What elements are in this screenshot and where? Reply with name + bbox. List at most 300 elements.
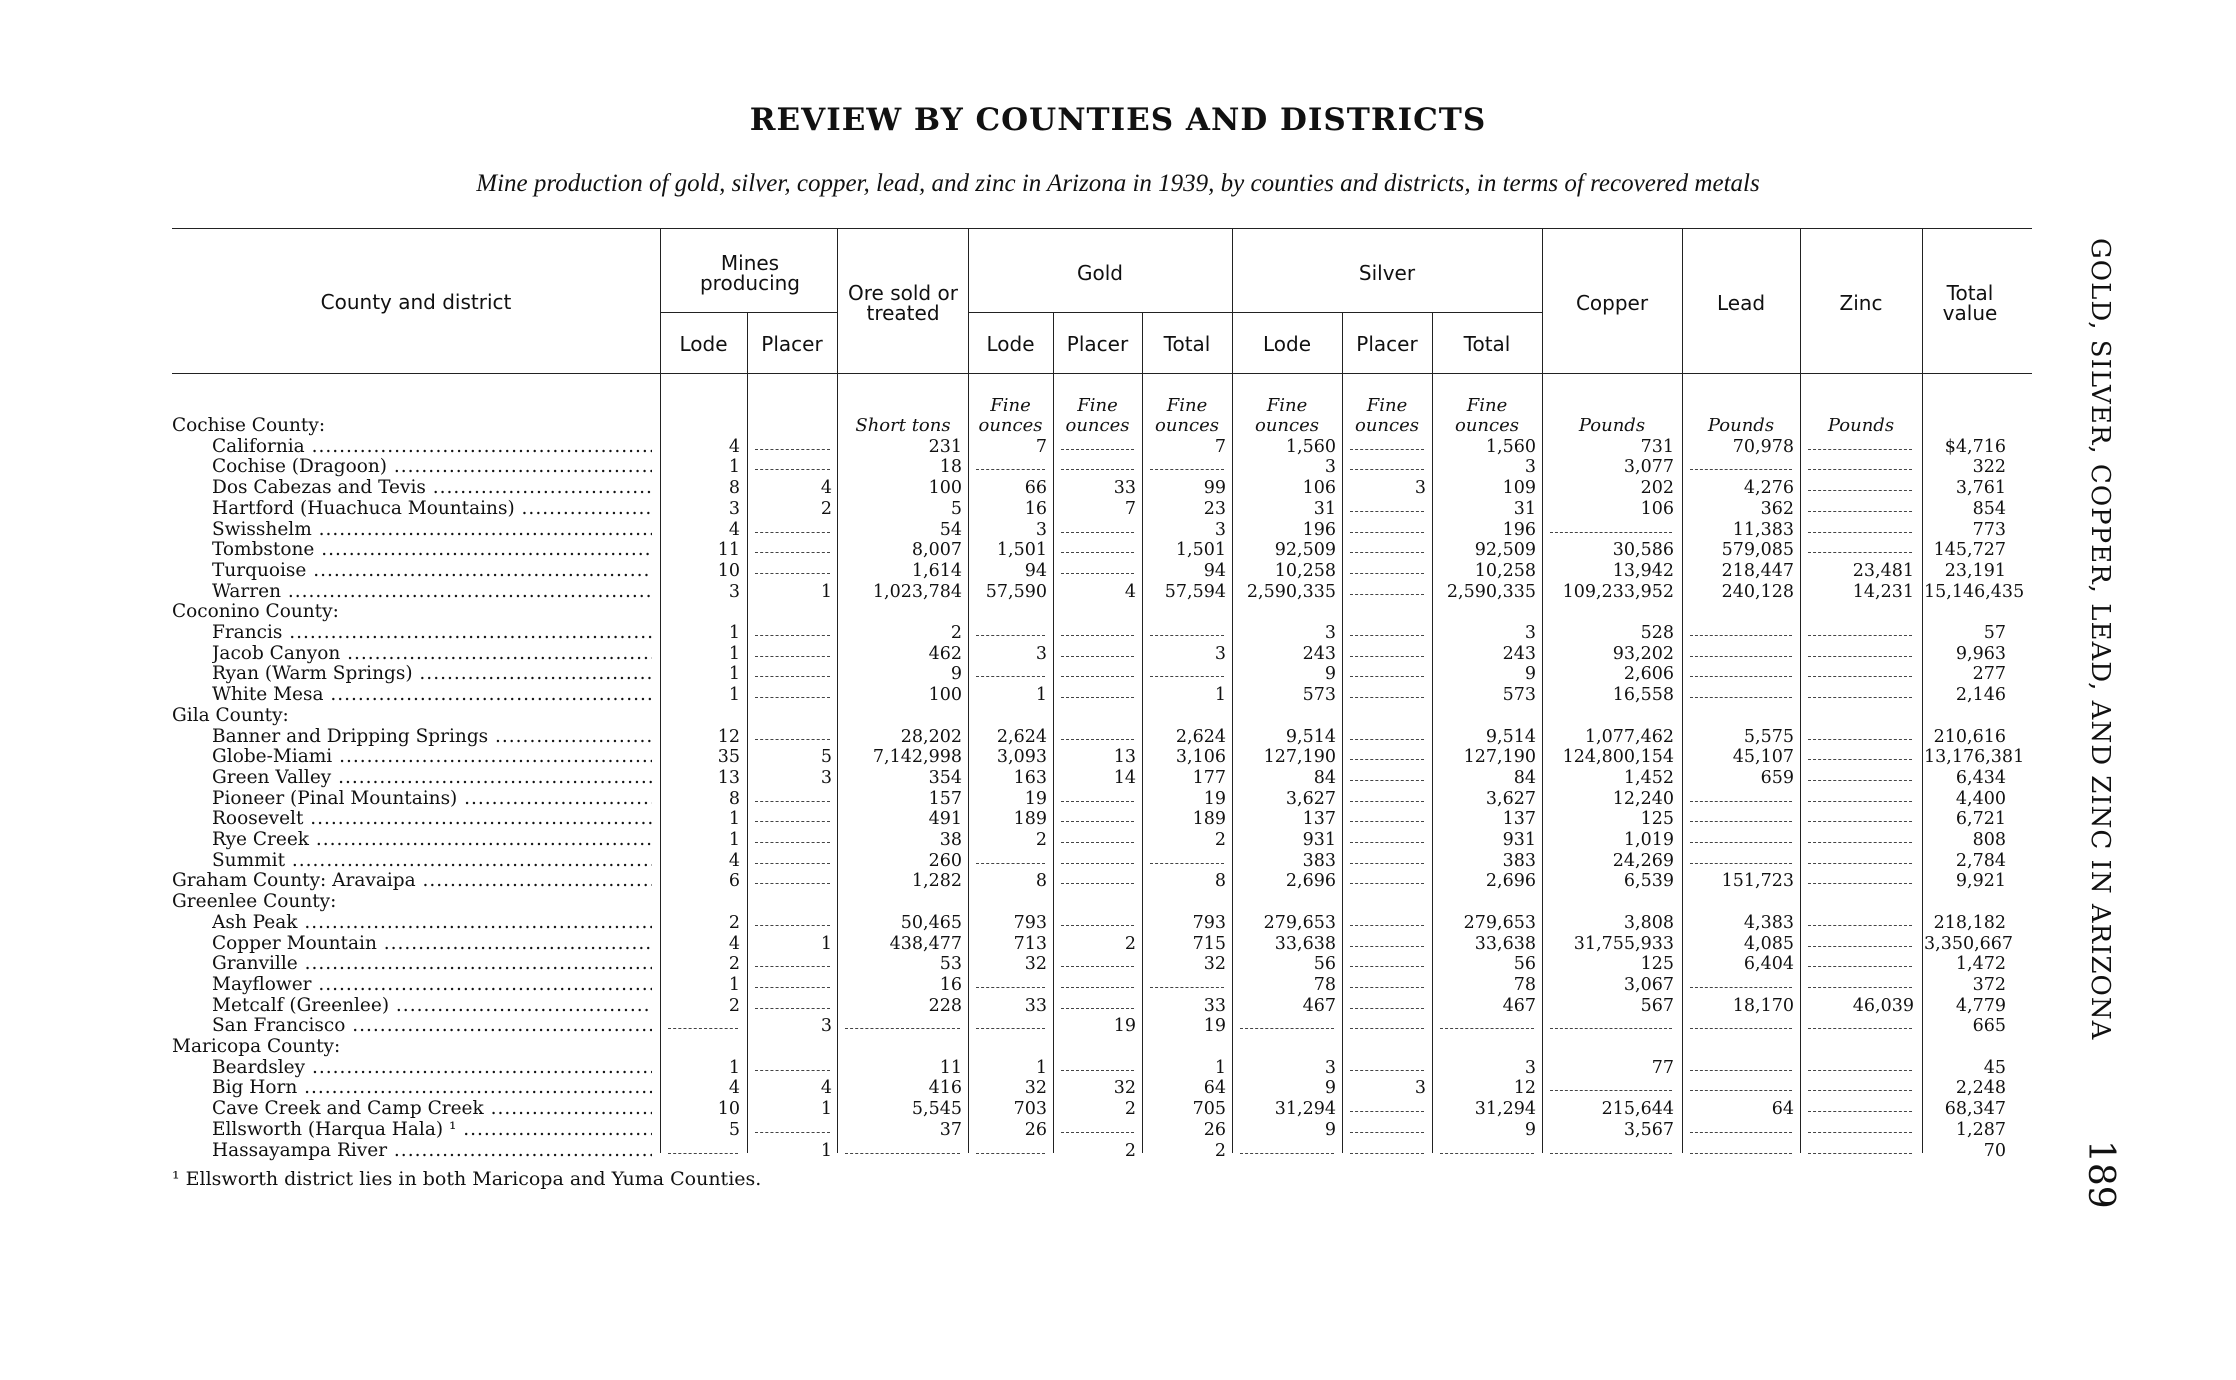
header-total-value: Total value [1942,281,1998,325]
empty-cell [1350,934,1424,947]
cell-ore-tons: 7,142,998 [872,747,962,768]
empty-cell [1550,1141,1672,1154]
cell-mines-lode: 1 [728,457,740,478]
empty-cell [976,975,1045,988]
empty-cell [1690,851,1792,864]
cell-silver-lode: 127,190 [1263,747,1336,768]
cell-mines-lode: 4 [728,519,740,540]
county-name: Gila County: [172,705,289,726]
cell-silver-total: 9 [1524,664,1536,685]
cell-total-value: 1,287 [1955,1119,2006,1140]
table-row [0,499,2236,520]
cell-gold-total: 1 [1214,685,1226,706]
table-row [0,851,2236,872]
empty-cell [1690,1141,1792,1154]
empty-cell [1808,540,1912,553]
unit-ounces: ounces [1355,415,1419,436]
cell-gold-total: 3,106 [1175,747,1226,768]
empty-cell [1350,499,1424,512]
district-name: Globe-Miami ..... [212,747,652,768]
cell-mines-placer: 1 [820,1140,832,1161]
cell-silver-total: 3 [1524,1057,1536,1078]
cell-silver-total: 9,514 [1485,726,1536,747]
cell-total-value: 2,146 [1955,685,2006,706]
cell-copper: 12,240 [1612,788,1674,809]
cell-total-value: 1,472 [1955,954,2006,975]
cell-total-value: 57 [1983,623,2006,643]
empty-cell [1808,851,1912,864]
unit-fine: Fine [990,395,1031,416]
district-name: Dos Cabezas and Tevis ..... [212,478,652,499]
empty-cell [1808,913,1912,926]
cell-mines-placer: 3 [820,1016,832,1037]
cell-silver-total: 137 [1502,809,1536,830]
cell-silver-lode: 196 [1302,519,1336,540]
cell-gold-lode: 2,624 [996,726,1047,747]
empty-cell [755,457,830,470]
cell-gold-total: 2 [1214,1140,1226,1161]
cell-mines-lode: 4 [728,850,740,871]
table-row [0,934,2236,955]
subheader-gold-lode: Lode [986,332,1035,356]
cell-copper: 124,800,154 [1562,747,1674,768]
cell-ore-tons: 1,614 [911,560,962,581]
district-name: Granville ..... [212,954,652,975]
table-row [0,644,2236,665]
district-name: Hartford (Huachuca Mountains) ..... [212,499,652,520]
cell-copper: 1,019 [1623,830,1674,850]
county-name: Greenlee County: [172,892,337,913]
cell-gold-total: 2 [1214,830,1226,850]
cell-silver-lode: 383 [1302,850,1336,871]
cell-total-value: 210,616 [1933,726,2006,747]
table-caption: Mine production of gold, silver, copper, lead, and zinc in Arizona in 1939, by counties and districts, in terms of recovered metals [476,170,1760,197]
empty-cell [1150,623,1224,636]
table-row [0,540,2236,561]
empty-cell [755,644,830,657]
unit-pounds: Pounds [1827,415,1895,436]
cell-gold-lode: 26 [1024,1119,1047,1140]
cell-gold-placer: 14 [1113,767,1136,788]
cell-ore-tons: 438,477 [889,933,962,954]
empty-cell [755,954,830,967]
district-name: Summit ..... [212,851,652,872]
cell-total-value: 9,963 [1955,643,2006,664]
empty-cell [1061,830,1134,843]
cell-ore-tons: 38 [939,830,962,850]
empty-cell [976,623,1045,636]
cell-gold-total: 1,501 [1175,540,1226,561]
county-heading-row [0,416,2236,437]
district-name: Metcalf (Greenlee) ..... [212,996,652,1017]
cell-mines-lode: 8 [728,478,740,499]
cell-copper: 567 [1640,995,1674,1016]
cell-silver-total: 31,294 [1474,1099,1536,1120]
empty-cell [755,561,830,574]
footnote: ¹ Ellsworth district lies in both Maricopa and Yuma Counties. [172,1168,762,1190]
cell-total-value: 70 [1983,1140,2006,1161]
subheader-silver-placer: Placer [1356,332,1418,356]
gold-group-rule [968,312,1232,313]
cell-silver-lode: 243 [1302,643,1336,664]
cell-lead: 4,085 [1743,933,1794,954]
cell-gold-total: 19 [1203,1016,1226,1037]
table-row [0,437,2236,458]
cell-gold-lode: 1 [1035,685,1047,706]
cell-silver-total: 78 [1513,974,1536,995]
cell-silver-total: 2,696 [1485,871,1536,892]
empty-cell [1061,457,1134,470]
cell-silver-placer: 3 [1414,478,1426,499]
table-row [0,1016,2236,1037]
empty-cell [1808,1099,1912,1112]
header-silver: Silver [1358,261,1416,285]
cell-gold-total: 94 [1203,560,1226,581]
empty-cell [755,664,830,677]
cell-silver-total: 33,638 [1474,933,1536,954]
cell-gold-total: 7 [1214,436,1226,457]
table-row [0,996,2236,1017]
district-name: Beardsley ..... [212,1058,652,1079]
district-name: Roosevelt ..... [212,809,652,830]
cell-gold-total: 23 [1203,498,1226,519]
empty-cell [755,913,830,926]
table-row [0,871,2236,892]
table-row [0,768,2236,789]
cell-gold-placer: 2 [1124,933,1136,954]
cell-total-value: 773 [1972,519,2006,540]
cell-gold-placer: 4 [1124,581,1136,602]
table-row [0,561,2236,582]
cell-mines-lode: 2 [728,995,740,1016]
table-row [0,1141,2236,1162]
cell-silver-lode: 467 [1302,995,1336,1016]
cell-gold-total: 8 [1214,871,1226,892]
empty-cell [1350,809,1424,822]
subheader-gold-total: Total [1163,332,1211,356]
table-row [0,954,2236,975]
cell-gold-lode: 1,501 [996,540,1047,561]
cell-silver-lode: 84 [1313,767,1336,788]
table-row [0,478,2236,499]
empty-cell [668,1141,738,1154]
cell-ore-tons: 54 [939,519,962,540]
cell-mines-lode: 11 [717,540,740,561]
empty-cell [1690,830,1792,843]
cell-silver-total: 12 [1513,1078,1536,1099]
empty-cell [1150,851,1224,864]
empty-cell [1350,1099,1424,1112]
empty-cell [1350,954,1424,967]
empty-cell [1350,1058,1424,1071]
header-copper: Copper [1575,291,1649,315]
table-row [0,727,2236,748]
cell-lead: 45,107 [1732,747,1794,768]
empty-cell [1350,520,1424,533]
unit-fine: Fine [1366,395,1408,416]
cell-total-value: 808 [1972,830,2006,850]
cell-ore-tons: 28,202 [900,726,962,747]
cell-gold-lode: 66 [1024,478,1047,499]
district-name: Swisshelm ..... [212,520,652,541]
cell-mines-lode: 5 [728,1119,740,1140]
cell-gold-lode: 3 [1035,643,1047,664]
cell-mines-lode: 1 [728,623,740,643]
header-mines-producing: Mines producing [699,251,800,295]
empty-cell [1350,561,1424,574]
cell-total-value: 4,400 [1955,788,2006,809]
cell-lead: 64 [1771,1099,1794,1120]
cell-silver-lode: 31,294 [1274,1099,1336,1120]
table-row [0,1099,2236,1120]
empty-cell [1690,975,1792,988]
cell-silver-total: 467 [1502,995,1536,1016]
cell-mines-placer: 2 [820,498,832,519]
empty-cell [1808,975,1912,988]
empty-cell [1808,437,1912,450]
cell-mines-lode: 10 [717,560,740,581]
header-ore-sold: Ore sold or treated [848,281,958,325]
table-row [0,789,2236,810]
cell-gold-lode: 57,590 [985,581,1047,602]
empty-cell [1808,520,1912,533]
cell-silver-total: 573 [1502,685,1536,706]
cell-total-value: 145,727 [1933,540,2006,561]
cell-mines-lode: 8 [728,788,740,809]
cell-copper: 215,644 [1601,1099,1674,1120]
cell-silver-lode: 573 [1302,685,1336,706]
empty-cell [755,1120,830,1133]
cell-total-value: 322 [1972,457,2006,478]
county-name: Maricopa County: [172,1037,341,1057]
cell-silver-total: 92,509 [1474,540,1536,561]
cell-lead: 18,170 [1732,995,1794,1016]
empty-cell [1690,623,1792,636]
table-top-rule [172,228,2032,229]
empty-cell [1061,727,1134,740]
empty-cell [755,789,830,802]
empty-cell [1150,975,1224,988]
cell-gold-lode: 1 [1035,1057,1047,1078]
empty-cell [1061,1058,1134,1071]
empty-cell [1690,1016,1792,1029]
cell-silver-lode: 78 [1313,974,1336,995]
cell-copper: 3,808 [1623,912,1674,933]
district-name: Cochise (Dragoon) ..... [212,457,652,478]
cell-gold-total: 793 [1192,912,1226,933]
cell-mines-lode: 1 [728,1057,740,1078]
unit-ounces: ounces [1455,415,1519,436]
cell-mines-lode: 10 [717,1099,740,1120]
empty-cell [1350,913,1424,926]
cell-ore-tons: 228 [928,995,962,1016]
empty-cell [1690,1058,1792,1071]
unit-ounces: ounces [978,415,1043,436]
empty-cell [1350,851,1424,864]
district-name: Warren ..... [212,582,652,603]
district-name: Rye Creek ..... [212,830,652,851]
cell-ore-tons: 462 [928,643,962,664]
cell-ore-tons: 5,545 [911,1099,962,1120]
mines-group-rule [660,312,837,313]
cell-gold-placer: 19 [1113,1016,1136,1037]
empty-cell [1808,747,1912,760]
empty-cell [1350,664,1424,677]
empty-cell [1808,809,1912,822]
empty-cell [1061,520,1134,533]
cell-copper: 13,942 [1612,560,1674,581]
empty-cell [1808,457,1912,470]
cell-lead: 6,404 [1743,954,1794,975]
table-row [0,685,2236,706]
cell-ore-tons: 53 [939,954,962,975]
empty-cell [1350,437,1424,450]
table-row [0,1058,2236,1079]
cell-copper: 528 [1640,623,1674,643]
empty-cell [976,664,1045,677]
empty-cell [1350,996,1424,1009]
cell-gold-total: 57,594 [1164,581,1226,602]
cell-lead: 70,978 [1732,436,1794,457]
empty-cell [1061,664,1134,677]
cell-gold-lode: 16 [1024,498,1047,519]
cell-silver-lode: 3 [1324,1057,1336,1078]
cell-silver-total: 3 [1524,623,1536,643]
cell-silver-lode: 9 [1324,664,1336,685]
empty-cell [1061,644,1134,657]
empty-cell [1350,1120,1424,1133]
empty-cell [1690,644,1792,657]
district-name: Graham County: Aravaipa ..... [172,871,652,892]
cell-copper: 3,067 [1623,974,1674,995]
cell-silver-lode: 3 [1324,457,1336,478]
cell-gold-total: 3 [1214,643,1226,664]
cell-copper: 93,202 [1612,643,1674,664]
cell-silver-total: 931 [1502,830,1536,850]
cell-ore-tons: 231 [928,436,962,457]
cell-gold-lode: 2 [1035,830,1047,850]
cell-mines-lode: 3 [728,498,740,519]
cell-gold-lode: 713 [1013,933,1047,954]
empty-cell [1150,664,1224,677]
cell-silver-lode: 106 [1302,478,1336,499]
district-name: Francis ..... [212,623,652,644]
empty-cell [1690,1078,1792,1091]
cell-gold-total: 705 [1192,1099,1226,1120]
cell-gold-lode: 32 [1024,954,1047,975]
cell-lead: 659 [1760,767,1794,788]
cell-mines-lode: 1 [728,685,740,706]
cell-copper: 1,077,462 [1584,726,1674,747]
table-row [0,1078,2236,1099]
district-name: Green Valley ..... [212,768,652,789]
empty-cell [845,1141,960,1154]
empty-cell [755,685,830,698]
empty-cell [1808,499,1912,512]
cell-ore-tons: 260 [928,850,962,871]
cell-gold-lode: 94 [1024,560,1047,581]
empty-cell [976,851,1045,864]
table-row [0,582,2236,603]
cell-mines-placer: 1 [820,1099,832,1120]
cell-zinc: 23,481 [1852,560,1914,581]
district-name: Turquoise ..... [212,561,652,582]
cell-silver-total: 1,560 [1485,436,1536,457]
cell-ore-tons: 18 [939,457,962,478]
cell-total-value: $4,716 [1944,436,2006,457]
subheader-gold-placer: Placer [1066,332,1129,356]
cell-gold-lode: 793 [1013,912,1047,933]
cell-mines-placer: 3 [820,767,832,788]
cell-gold-lode: 8 [1035,871,1047,892]
district-name: Banner and Dripping Springs ..... [212,727,652,748]
cell-ore-tons: 8,007 [911,540,962,561]
cell-mines-placer: 5 [820,747,832,768]
cell-gold-total: 64 [1203,1078,1226,1099]
unit-pounds: Pounds [1578,415,1646,436]
cell-silver-lode: 56 [1313,954,1336,975]
empty-cell [1061,437,1134,450]
empty-cell [1440,1016,1534,1029]
cell-mines-lode: 4 [728,933,740,954]
cell-ore-tons: 491 [928,809,962,830]
page-title: REVIEW BY COUNTIES AND DISTRICTS [749,102,1487,138]
empty-cell [1350,830,1424,843]
empty-cell [755,996,830,1009]
cell-mines-lode: 1 [728,809,740,830]
silver-group-rule [1232,312,1542,313]
empty-cell [1061,685,1134,698]
cell-ore-tons: 100 [928,685,962,706]
empty-cell [1550,520,1672,533]
district-name: Ellsworth (Harqua Hala) ¹ ..... [212,1120,652,1141]
cell-mines-placer: 4 [820,478,832,499]
empty-cell [1061,975,1134,988]
cell-total-value: 13,176,381 [1924,747,2025,768]
cell-total-value: 6,721 [1955,809,2006,830]
empty-cell [1808,727,1912,740]
cell-ore-tons: 1,023,784 [872,581,962,602]
cell-ore-tons: 1,282 [911,871,962,892]
cell-copper: 731 [1640,436,1674,457]
cell-lead: 11,383 [1732,519,1794,540]
cell-gold-placer: 13 [1113,747,1136,768]
empty-cell [1808,685,1912,698]
cell-ore-tons: 16 [939,974,962,995]
running-header: GOLD, SILVER, COPPER, LEAD, AND ZINC IN ARIZONA [2085,238,2115,1041]
cell-silver-lode: 9,514 [1285,726,1336,747]
empty-cell [1061,913,1134,926]
cell-silver-lode: 279,653 [1263,912,1336,933]
empty-cell [755,623,830,636]
empty-cell [1061,809,1134,822]
empty-cell [1808,871,1912,884]
empty-cell [1690,664,1792,677]
cell-gold-total: 33 [1203,995,1226,1016]
cell-zinc: 14,231 [1852,581,1914,602]
cell-silver-total: 3 [1524,457,1536,478]
unit-fine: Fine [1266,395,1308,416]
empty-cell [1240,1016,1334,1029]
cell-ore-tons: 50,465 [900,912,962,933]
district-name: California ..... [212,437,652,458]
empty-cell [1808,1120,1912,1133]
empty-cell [1350,768,1424,781]
cell-silver-lode: 1,560 [1285,436,1336,457]
cell-gold-placer: 2 [1124,1099,1136,1120]
cell-gold-lode: 32 [1024,1078,1047,1099]
cell-total-value: 2,248 [1955,1078,2006,1099]
